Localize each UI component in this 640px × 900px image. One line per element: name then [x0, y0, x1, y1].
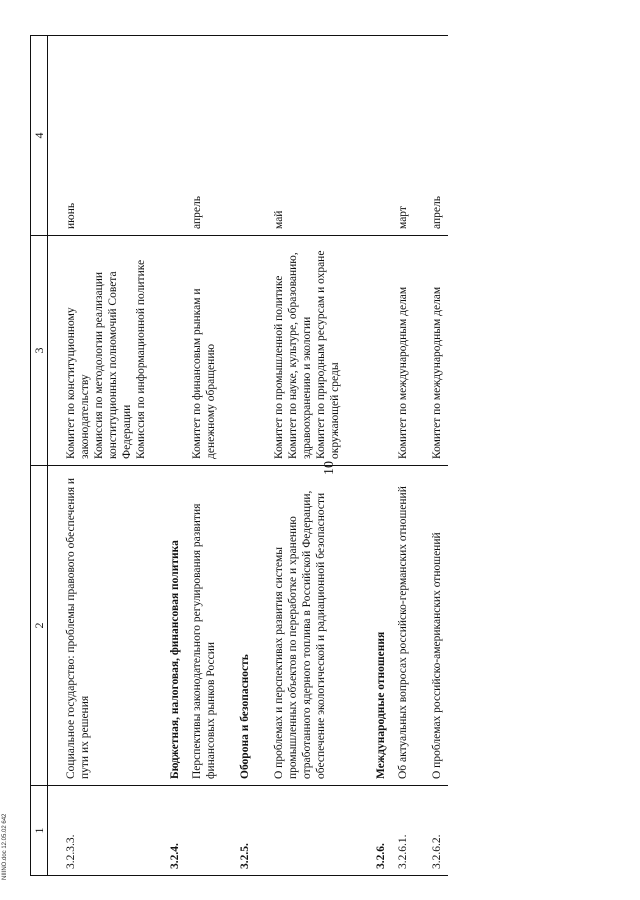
section-title: Международные отношения: [370, 466, 392, 786]
header-col-3: 3: [31, 236, 48, 466]
row-number: 3.2.6.1.: [392, 786, 414, 876]
row-title: Об актуальных вопросах российско-германских отношений: [392, 466, 414, 786]
row-number: 3.2.6.2.: [426, 786, 448, 876]
row-title: Социальное государство: проблемы правового обеспечения и пути их решения: [60, 466, 152, 786]
section-title: Оборона и безопасность: [234, 466, 256, 786]
section-number: 3.2.5.: [234, 786, 256, 876]
row-title: О проблемах и перспективах развития системы промышленных объектов по переработке и хранению отработанного ядерного топлива в Российской Федерации, обеспечение экологической и радиационной безопасности: [268, 466, 346, 786]
header-col-4: 4: [31, 36, 48, 236]
row-title: О проблемах российско-американских отношений: [426, 466, 448, 786]
page-number: 10: [322, 461, 337, 475]
table-row: [60, 36, 152, 876]
section-row: [234, 36, 256, 876]
plan-table: [30, 35, 448, 876]
row-committee: [164, 236, 186, 466]
header-col-1: 1: [31, 786, 48, 876]
footer-code: NIIINO.doc 12.05.02 642: [2, 813, 8, 880]
section-title: Бюджетная, налоговая, финансовая политика: [164, 466, 186, 786]
row-month: июнь: [60, 36, 152, 236]
row-committee: Комитет по международным делам: [392, 236, 414, 466]
row-number: [268, 786, 346, 876]
row-month: апрель: [186, 36, 222, 236]
row-committee: Комитет по международным делам: [426, 236, 448, 466]
row-committee: Комитет по финансовым рынкам и денежному обращению: [186, 236, 222, 466]
section-row: [370, 36, 392, 876]
row-month: апрель: [426, 36, 448, 236]
row-committee: Комитет по конституционному законодательству Комиссия по методологии реализации конституционных полномочий Совета Федерации Комиссия по информационной политике: [60, 236, 152, 466]
row-number: [186, 786, 222, 876]
row-committee: [370, 236, 392, 466]
row-month: [164, 36, 186, 236]
section-number: 3.2.4.: [164, 786, 186, 876]
table-row: [426, 36, 448, 876]
row-committee: [234, 236, 256, 466]
row-title: Перспективы законодательного регулирования развития финансовых рынков России: [186, 466, 222, 786]
row-month: март: [392, 36, 414, 236]
table-header-row: [31, 36, 48, 876]
row-month: [234, 36, 256, 236]
section-row: [164, 36, 186, 876]
header-col-2: 2: [31, 466, 48, 786]
row-month: [370, 36, 392, 236]
plan-table-container: [30, 36, 600, 876]
table-row: [392, 36, 414, 876]
section-number: 3.2.6.: [370, 786, 392, 876]
table-row: [186, 36, 222, 876]
table-row: [268, 36, 346, 876]
row-committee: Комитет по промышленной политике Комитет по науке, культуре, образованию, здравоохранению и экологии Комитет по природным ресурсам и охране окружающей среды: [268, 236, 346, 466]
row-month: май: [268, 36, 346, 236]
row-number: 3.2.3.3.: [60, 786, 152, 876]
